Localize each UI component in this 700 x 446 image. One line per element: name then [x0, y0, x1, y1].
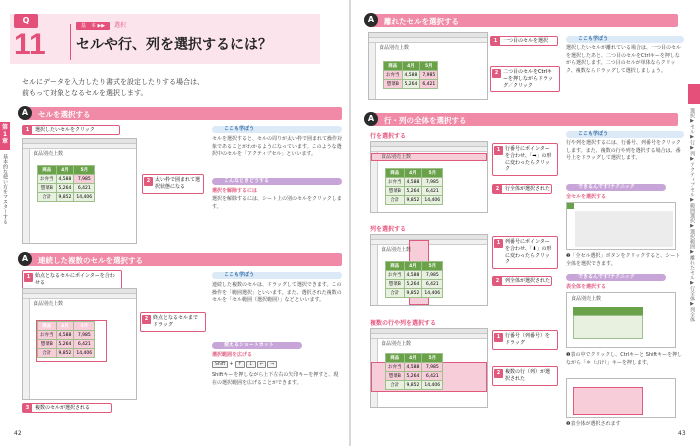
cell[interactable]: 6,421: [420, 80, 438, 89]
cell[interactable]: 5,264: [404, 280, 422, 289]
section-title-4: 行・列の全体を選択する: [384, 116, 467, 125]
sheet-title: 食品別売上数: [379, 45, 410, 51]
key-right: →: [267, 361, 277, 368]
select-all-button[interactable]: [567, 203, 574, 209]
mini-sheet-table: [566, 292, 676, 348]
spreadsheet-3: [368, 32, 488, 100]
sub-col-select: 列を選択する: [370, 226, 407, 233]
gutter: [349, 0, 351, 446]
row-headers: [369, 43, 376, 99]
multi-step-2: 2 複数の行（列）が選択された: [492, 366, 558, 386]
th-product: 商品: [386, 262, 405, 271]
category-label: 選択: [114, 22, 127, 29]
question-number: 11: [14, 28, 46, 61]
side-caption-right: 選択▶セル▶行▶列▶アクティブセル▶範囲選択▶選択範囲▶離れたセル▶行全体▶列全体: [689, 108, 695, 322]
step-1-select-cell: 1 選択したいセルをクリック: [22, 125, 120, 135]
cell[interactable]: 9,852: [56, 349, 74, 358]
cell[interactable]: 14,406: [74, 349, 95, 358]
spreadsheet-row: [370, 141, 488, 213]
cell[interactable]: 9,852: [404, 381, 422, 390]
callout-text: 二つ目のセルをCtrlキーを押しながらドラッグ／クリック: [503, 69, 553, 89]
cell[interactable]: 4,588: [404, 363, 422, 372]
column-headers: [23, 294, 136, 299]
tip-header-1: ここも学ぼう: [212, 126, 342, 133]
sub-multi-select: 複数の行や列を選択する: [370, 320, 437, 327]
key-up: ↑: [235, 361, 245, 368]
cell[interactable]: 9,852: [404, 196, 422, 205]
step-text: 列全体が選択された: [505, 278, 551, 284]
tip-header-8: できるんです!テクニック: [566, 274, 666, 281]
row-headers[interactable]: [371, 152, 378, 212]
step-3-selected: 3 複数のセルが選択される: [22, 403, 112, 413]
cell[interactable]: 惣菜B: [386, 372, 405, 381]
cell[interactable]: 合計: [38, 193, 57, 202]
cell[interactable]: 合計: [386, 289, 405, 298]
step-text: 選択したいセルをクリック: [35, 127, 95, 133]
row-step-1: 1 行番号にポインターを合わせ、「➡」の形に変わったらクリック: [492, 143, 558, 176]
spreadsheet-2: [22, 288, 137, 400]
selection-range: [36, 320, 107, 362]
spreadsheet-1: [22, 138, 137, 244]
tip-header-2: こんなときどうする: [212, 178, 342, 185]
th-product: 商品: [38, 166, 57, 175]
cell[interactable]: 惣菜B: [38, 340, 57, 349]
tip-title-4: 選択範囲を広げる: [212, 352, 253, 358]
cell[interactable]: お弁当: [38, 331, 57, 340]
intro-line-1: セルにデータを入力したり書式を設定したりする場合は、: [22, 78, 204, 86]
th-april: 4月: [404, 354, 422, 363]
cell[interactable]: 惣菜B: [384, 80, 403, 89]
cell[interactable]: 7,985: [74, 331, 95, 340]
cell[interactable]: お弁当: [386, 363, 405, 372]
mini-sheet-all: [566, 202, 676, 250]
answer-badge-4: A: [364, 112, 378, 126]
cell[interactable]: 合計: [38, 349, 57, 358]
tip-body-1: セルを選択すると、セルの周りが太い枠で囲まれて操作対象であることがわかるようになっています。このような選択中のセルを「アクティブセル」といいます。: [212, 136, 343, 157]
key-down: ↓: [246, 361, 256, 368]
cell[interactable]: 6,421: [422, 280, 443, 289]
tip-body-2: 選択を解除するには、シート上の別のセルをクリックします。: [212, 196, 342, 210]
data-table-multi: [385, 353, 443, 390]
step-text: 行全体が選択された: [505, 186, 551, 192]
level-chip: 基 本 ▶▶: [76, 22, 110, 30]
col-step-2: 2 列全体が選択された: [492, 276, 552, 286]
data-table-3: [383, 61, 438, 89]
tip-title-2: 選択を解除するには: [212, 188, 258, 194]
step-text: 複数のセルが選択される: [35, 405, 91, 411]
column-headers: [23, 144, 136, 149]
shortcut-keys: [212, 361, 278, 368]
th-april: 4月: [404, 169, 422, 178]
th-april: 4月: [56, 322, 74, 331]
cell[interactable]: 14,406: [74, 193, 95, 202]
cell[interactable]: 5,264: [56, 184, 74, 193]
cell[interactable]: 7,985: [422, 178, 443, 187]
tip-header-7: できるんです!テクニック: [566, 184, 666, 191]
cell[interactable]: 6,421: [422, 372, 443, 381]
cell[interactable]: 6,421: [74, 184, 95, 193]
step-2-callout: 2 太い枠で囲まれて選択状態になる: [142, 174, 204, 194]
th-product: 商品: [386, 169, 405, 178]
step-2-ctrl-select: 2 二つ目のセルをCtrlキーを押しながらドラッグ／クリック: [490, 66, 560, 92]
cell[interactable]: お弁当: [386, 178, 405, 187]
tip-note-8: ❷表全体が選択されます: [566, 421, 621, 427]
callout-text: 複数の行（列）が選択された: [505, 369, 551, 382]
th-april: 4月: [56, 166, 74, 175]
callout-text: 始点となるセルにポインターを合わせる: [35, 273, 115, 286]
chapter-tab: 第1章: [0, 122, 10, 150]
th-may: 5月: [422, 262, 443, 271]
cell[interactable]: 6,421: [74, 340, 95, 349]
th-product: 商品: [384, 62, 403, 71]
table-selected: [573, 387, 643, 415]
tip-header-3: ここも学ぼう: [212, 272, 342, 279]
th-may: 5月: [422, 354, 443, 363]
table-body: [573, 315, 643, 339]
page-number-right: 43: [678, 430, 686, 437]
th-product: 商品: [38, 322, 57, 331]
step-text: 一つ目のセルを選択: [503, 38, 549, 44]
intro-line-2: 前もって対象となるセルを選択します。: [22, 89, 148, 97]
callout-text: 太い枠で囲まれて選択状態になる: [155, 177, 201, 190]
column-headers: [371, 147, 487, 152]
cell[interactable]: 14,406: [422, 289, 443, 298]
mini-sheet-selected: [566, 378, 676, 418]
sheet-title: 食品別売上数: [33, 301, 64, 307]
side-caption-left: 基本的な使い方をマスターする: [2, 154, 8, 224]
answer-badge-1: A: [18, 106, 32, 120]
tip-header-4: 使えるショートカット: [212, 342, 302, 349]
step-1-first-cell: 1 一つ目のセルを選択: [490, 36, 558, 46]
section-title-2: 連続した複数のセルを選択する: [38, 256, 143, 265]
key-plus: +: [229, 361, 234, 367]
tip-header-5: ここも学ぼう: [566, 36, 684, 43]
tip-body-7: ❶「全セル選択」ボタンをクリックすると、シート全体を選択できます。: [566, 253, 681, 267]
tip-header-6: ここも学ぼう: [566, 131, 684, 138]
page-number-left: 42: [14, 430, 22, 437]
cell[interactable]: お弁当: [384, 71, 403, 80]
tip-body-4: Shiftキーを押しながら上下左右の矢印キーを押すと、現在の選択範囲を広げることができます。: [212, 372, 339, 386]
row-headers: [371, 245, 378, 305]
multi-step-1: 1 行番号（列番号）をドラッグ: [492, 330, 558, 350]
cell[interactable]: お弁当: [386, 271, 405, 280]
cell[interactable]: 7,985: [422, 271, 443, 280]
cell[interactable]: 7,985: [420, 71, 438, 80]
sheet-title: 食品別売上数: [33, 151, 64, 157]
cell[interactable]: 5,264: [404, 372, 422, 381]
cell[interactable]: 4,588: [56, 331, 74, 340]
cell[interactable]: 5,264: [56, 340, 74, 349]
column-headers: [371, 334, 487, 339]
cell[interactable]: 合計: [386, 196, 405, 205]
th-product: 商品: [386, 354, 405, 363]
cell[interactable]: お弁当: [38, 175, 57, 184]
cell[interactable]: 9,852: [56, 193, 74, 202]
page-title: セルや行、列を選択するには？: [76, 37, 272, 53]
th-april: 4月: [404, 262, 422, 271]
section-title-3: 離れたセルを選択する: [384, 17, 459, 26]
th-may: 5月: [422, 169, 443, 178]
callout-text: 行番号にポインターを合わせ、「➡」の形に変わったらクリック: [505, 146, 552, 173]
spreadsheet-multi: [370, 328, 488, 408]
cell[interactable]: 4,588: [56, 175, 74, 184]
sheet-title: 食品別売上数: [381, 247, 412, 253]
col-step-1: 1 列番号にポインターを合わせ、「⬇」の形に変わったらクリック: [492, 236, 558, 269]
key-shift: Shift: [212, 361, 228, 368]
row-headers: [23, 149, 30, 243]
cell[interactable]: 惣菜B: [38, 184, 57, 193]
cell[interactable]: 惣菜B: [386, 280, 405, 289]
cell[interactable]: 7,985: [422, 363, 443, 372]
th-may: 5月: [420, 62, 438, 71]
right-chapter-tab: [688, 84, 700, 104]
tip-body-8: ❶表の中でクリックし、Ctrlキーと Shiftキーを押しながら「＊（:/け）」キーを押します。: [566, 352, 683, 366]
cell[interactable]: 9,852: [404, 289, 422, 298]
cell[interactable]: 惣菜B: [386, 187, 405, 196]
answer-badge-3: A: [364, 13, 378, 27]
cell[interactable]: 4,588: [404, 178, 422, 187]
spreadsheet-col: [370, 234, 488, 306]
active-cell[interactable]: 7,985: [74, 175, 95, 184]
cell[interactable]: 14,406: [422, 381, 443, 390]
cell[interactable]: 5,264: [404, 187, 422, 196]
q-badge: Q: [14, 14, 38, 28]
column-headers: [369, 38, 487, 43]
data-table-col: [385, 261, 443, 298]
cell[interactable]: 4,588: [402, 71, 420, 80]
section-title-1: セルを選択する: [38, 110, 91, 119]
tip-title-7: 全セルを選択する: [566, 194, 607, 200]
callout-text: 終点となるセルまでドラッグ: [153, 315, 199, 328]
step-2-drag: 2 終点となるセルまでドラッグ: [140, 312, 206, 332]
cell[interactable]: 合計: [386, 381, 405, 390]
tip-body-5: 選択したいセルが離れている場合は、一つ目のセルを選択したあと、二つ目のセルをCtrlキーを押しながら選択します。二つ目のセルが単体ならクリック、複数ならドラッグして選択しましょう。: [566, 45, 682, 74]
row-headers: [23, 299, 30, 399]
tip-body-6: 行や列を選択するには、行番号、列番号をクリックします。また、複数の行や列を選択する場合は、番号上をドラッグして選択します。: [566, 140, 681, 161]
cell[interactable]: 4,588: [404, 271, 422, 280]
cell[interactable]: 5,264: [402, 80, 420, 89]
callout-text: 行番号（列番号）をドラッグ: [505, 333, 551, 346]
sheet-title: 食品別売上数: [571, 296, 602, 302]
th-may: 5月: [74, 322, 95, 331]
th-april: 4月: [402, 62, 420, 71]
sub-row-select: 行を選択する: [370, 133, 407, 140]
row-step-2: 2 行全体が選択された: [492, 184, 552, 194]
sheet-title: 食品別売上数: [381, 154, 412, 160]
cell[interactable]: 6,421: [422, 187, 443, 196]
whole-sheet-selected: [575, 211, 673, 247]
tip-title-8: 表全体を選択する: [566, 284, 607, 290]
cell[interactable]: 14,406: [422, 196, 443, 205]
column-headers[interactable]: [371, 240, 487, 245]
header-divider: [70, 24, 71, 60]
step-1-start-cell: 1 始点となるセルにポインターを合わせる: [22, 270, 122, 290]
data-table-1: [37, 165, 95, 202]
sheet-title: 食品別売上数: [381, 341, 412, 347]
tip-body-3: 連続した複数のセルは、ドラッグして選択できます。この操作を「範囲選択」といいます。また、選択された複数のセルを「セル範囲（選択範囲）」などといいます。: [212, 282, 342, 303]
data-table-row: [385, 168, 443, 205]
callout-text: 列番号にポインターを合わせ、「⬇」の形に変わったらクリック: [505, 239, 552, 266]
th-may: 5月: [74, 166, 95, 175]
key-left: ←: [257, 361, 267, 368]
table-header-row: [573, 307, 643, 315]
answer-badge-2: A: [18, 252, 32, 266]
